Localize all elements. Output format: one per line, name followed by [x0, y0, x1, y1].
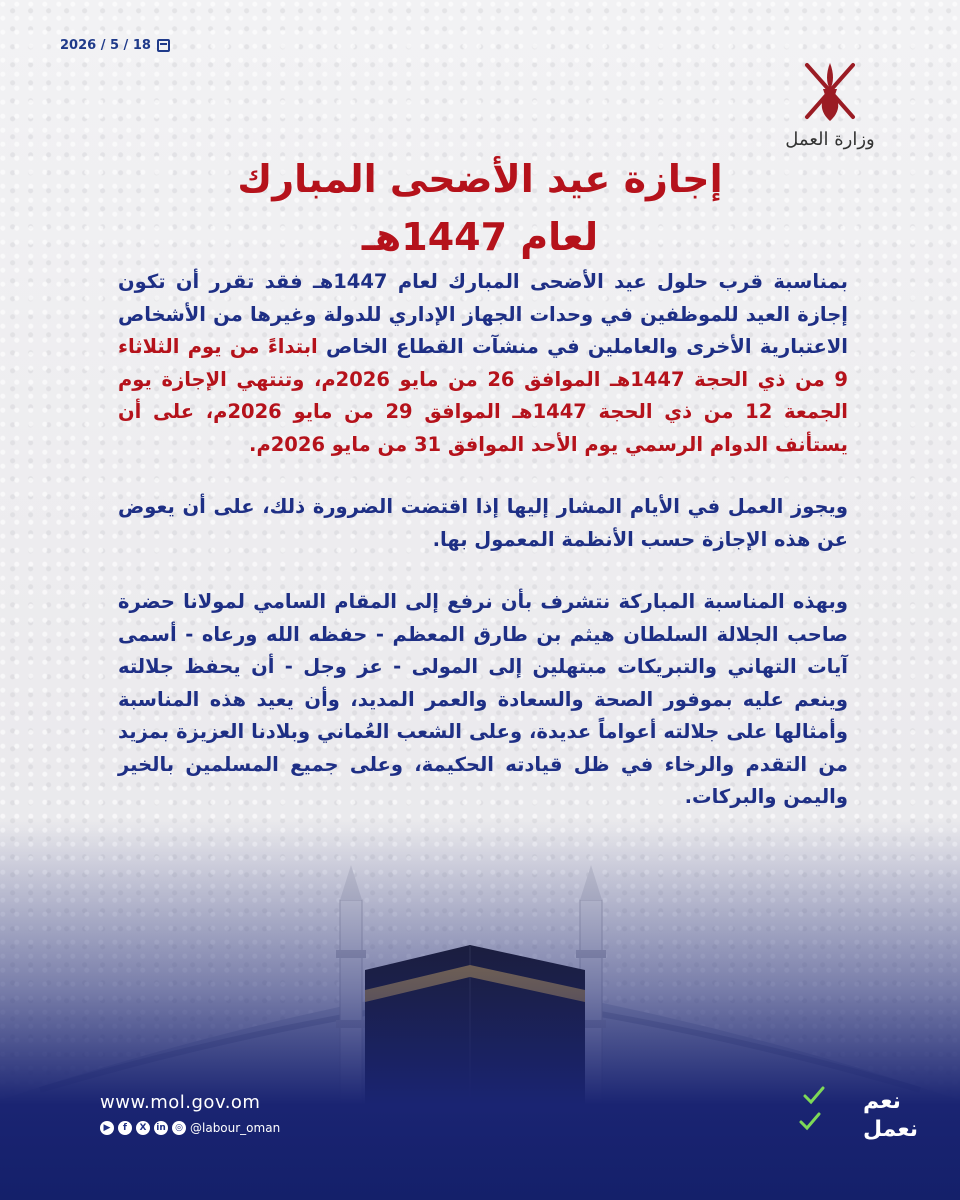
page-title: [0, 150, 960, 266]
date-stamp: [60, 38, 170, 53]
khanjar-emblem-icon: [799, 55, 861, 127]
kaaba-illustration: [0, 820, 960, 1200]
social-handle[interactable]: @labour_oman: [190, 1121, 281, 1135]
date-text: 2026 / 5 / 18: [60, 38, 151, 53]
title-line-2: لعام 1447هـ: [361, 215, 599, 259]
brand-line-2: نعمل: [863, 1117, 919, 1142]
paragraph-holiday: [118, 266, 848, 461]
website-link[interactable]: www.mol.gov.om: [100, 1092, 261, 1113]
paragraph-greetings: وبهذه المناسبة المباركة نتشرف بأن نرفع إلى المقام السامي لمولانا حضرة صاحب الجلالة السلطان هيثم بن طارق المعظم - حفظه الله ورعاه - أسمى آيات التهاني والتبريكات مبتهلين إلى المولى - عز وجل - أن يحفظ جلالته وينعم عليه بموفور الصحة والسعادة والعمر المديد، وأن يعيد هذه المناسبة وأمثالها على جلالته أعواماً عديدة، وعلى الشعب العُماني وبلادنا العزيزة بمزيد من التقدم والرخاء في ظل قيادته الحكيمة، وعلى جميع المسلمين بالخير واليمن والبركات.: [118, 590, 848, 808]
announcement-body: [118, 266, 848, 844]
check-icon: [805, 1088, 823, 1102]
title-line-1: إجازة عيد الأضحى المبارك: [237, 157, 723, 201]
facebook-icon[interactable]: f: [118, 1121, 132, 1135]
ministry-logo: [785, 55, 875, 150]
paragraph-holiday-dates: ابتداءً من يوم الثلاثاء 9 من ذي الحجة 1447هـ الموافق 26 من مايو 2026م، وتنتهي الإجازة يوم الجمعة 12 من ذي الحجة 1447هـ الموافق 29 من مايو 2026م، على أن يستأنف الدوام الرسمي يوم الأحد الموافق 31 من مايو 2026م.: [118, 335, 848, 456]
check-icon: [801, 1114, 819, 1128]
instagram-icon[interactable]: ◎: [172, 1121, 186, 1135]
paragraph-work-allowance: ويجوز العمل في الأيام المشار إليها إذا اقتضت الضرورة ذلك، على أن يعوض عن هذه الإجازة حسب الأنظمة المعمول بها.: [118, 495, 848, 551]
social-icons-row: [100, 1121, 280, 1135]
x-icon[interactable]: X: [136, 1121, 150, 1135]
naam-naamal-brand-logo: [765, 1082, 919, 1142]
brand-line-1: نعم: [863, 1089, 901, 1114]
calendar-icon: [157, 39, 170, 52]
linkedin-icon[interactable]: in: [154, 1121, 168, 1135]
paragraph-holiday-intro: بمناسبة قرب حلول عيد الأضحى المبارك لعام 1447هـ فقد تقرر أن تكون إجازة العيد للموظفين في وحدات الجهاز الإداري للدولة وغيرها من الأشخاص الاعتبارية الأخرى والعاملين في منشآت القطاع الخاص: [118, 270, 848, 358]
youtube-icon[interactable]: ▶: [100, 1121, 114, 1135]
ministry-name: وزارة العمل: [785, 129, 875, 150]
footer-contact: [100, 1092, 280, 1135]
